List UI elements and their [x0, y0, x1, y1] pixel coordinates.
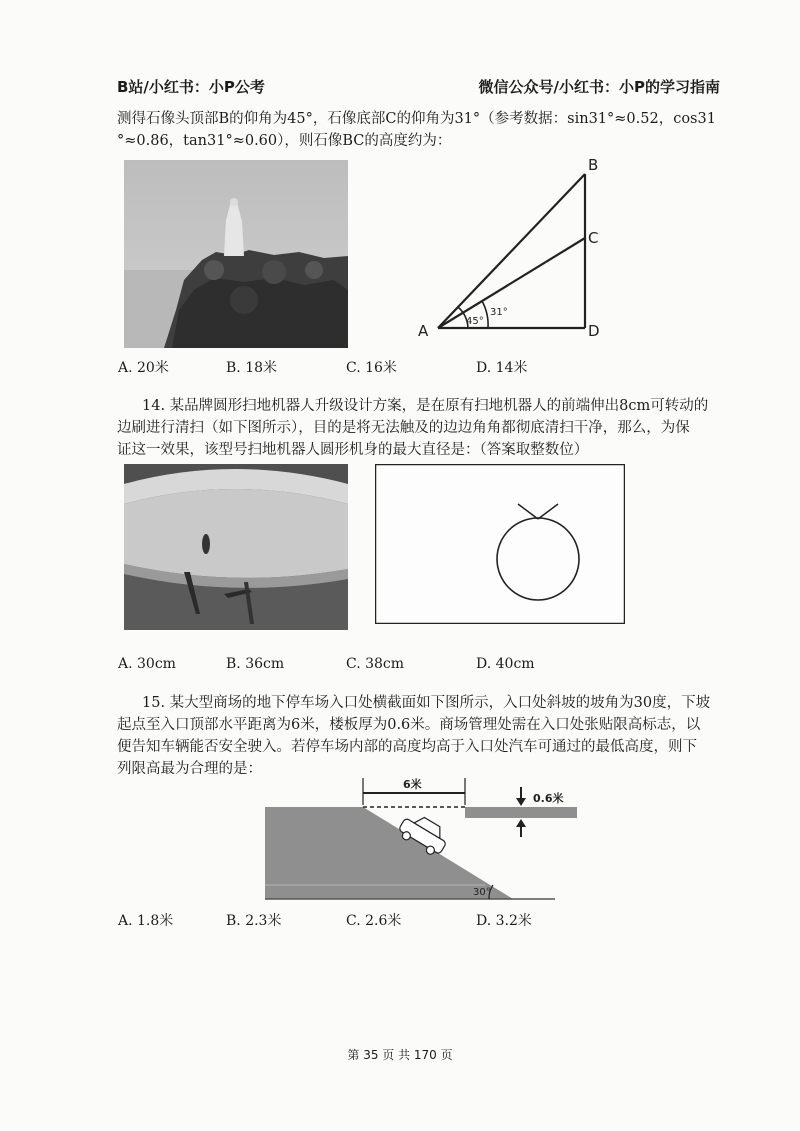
- floor-slab: [465, 807, 577, 818]
- q14-line-2: 边刷进行清扫（如下图所示），目的是将无法触及的边边角角都彻底清扫干净，那么，为保: [117, 420, 690, 436]
- header-left: B站/小红书：小P公考: [117, 78, 265, 96]
- statue-photo: [124, 160, 348, 348]
- q13-option-d[interactable]: D. 14米: [476, 360, 528, 376]
- q15-option-c[interactable]: C. 2.6米: [346, 913, 402, 929]
- robot-diagram: [375, 464, 625, 624]
- header-right: 微信公众号/小红书：小P的学习指南: [478, 78, 720, 96]
- label-thickness: 0.6米: [533, 792, 564, 805]
- label-angle-31: 31°: [490, 307, 508, 318]
- page-number: 第 35 页 共 170 页: [347, 1048, 453, 1062]
- q14-option-d[interactable]: D. 40cm: [476, 656, 535, 672]
- q15-option-d[interactable]: D. 3.2米: [476, 913, 532, 929]
- q13-option-a[interactable]: A. 20米: [118, 360, 169, 376]
- label-b: B: [588, 156, 599, 174]
- q14-option-a[interactable]: A. 30cm: [118, 656, 176, 672]
- q15-line-1: 15. 某大型商场的地下停车场入口处横截面如下图所示，入口处斜坡的坡角为30度，下坡: [142, 695, 711, 711]
- q15-option-a[interactable]: A. 1.8米: [118, 913, 174, 929]
- label-c: C: [588, 229, 599, 247]
- q13-line-1: 测得石像头顶部B的仰角为45°，石像底部C的仰角为31°（参考数据：sin31°≈0.52，cos31: [117, 111, 716, 127]
- label-angle-45: 45°: [466, 316, 484, 327]
- q15-line-3: 便告知车辆能否安全驶入。若停车场内部的高度均高于入口处汽车可通过的最低高度，则下: [117, 739, 697, 755]
- q15-option-b[interactable]: B. 2.3米: [226, 913, 282, 929]
- thickness-arrow-top-head: [516, 798, 526, 806]
- label-d: D: [588, 322, 600, 340]
- label-a: A: [418, 322, 429, 340]
- thickness-arrow-bottom-head: [516, 819, 526, 827]
- q13-line-2: °≈0.86，tan31°≈0.60），则石像BC的高度约为：: [117, 133, 452, 149]
- q15-line-2: 起点至入口顶部水平距离为6米，楼板厚为0.6米。商场管理处需在入口处张贴限高标志，以: [117, 717, 701, 733]
- label-distance: 6米: [403, 778, 422, 791]
- parking-ramp-diagram: [265, 775, 585, 903]
- q15-line-4: 列限高最为合理的是：: [117, 761, 262, 777]
- elevation-angle-diagram: [410, 150, 610, 345]
- robot-vacuum-photo: [124, 464, 348, 630]
- label-angle-30: 30°: [473, 887, 491, 898]
- q14-option-b[interactable]: B. 36cm: [226, 656, 285, 672]
- q14-line-3: 证这一效果，该型号扫地机器人圆形机身的最大直径是：（答案取整数位）: [117, 442, 589, 458]
- q13-option-b[interactable]: B. 18米: [226, 360, 278, 376]
- q14-option-c[interactable]: C. 38cm: [346, 656, 405, 672]
- q14-line-1: 14. 某品牌圆形扫地机器人升级设计方案，是在原有扫地机器人的前端伸出8cm可转动的: [142, 398, 709, 414]
- q13-option-c[interactable]: C. 16米: [346, 360, 397, 376]
